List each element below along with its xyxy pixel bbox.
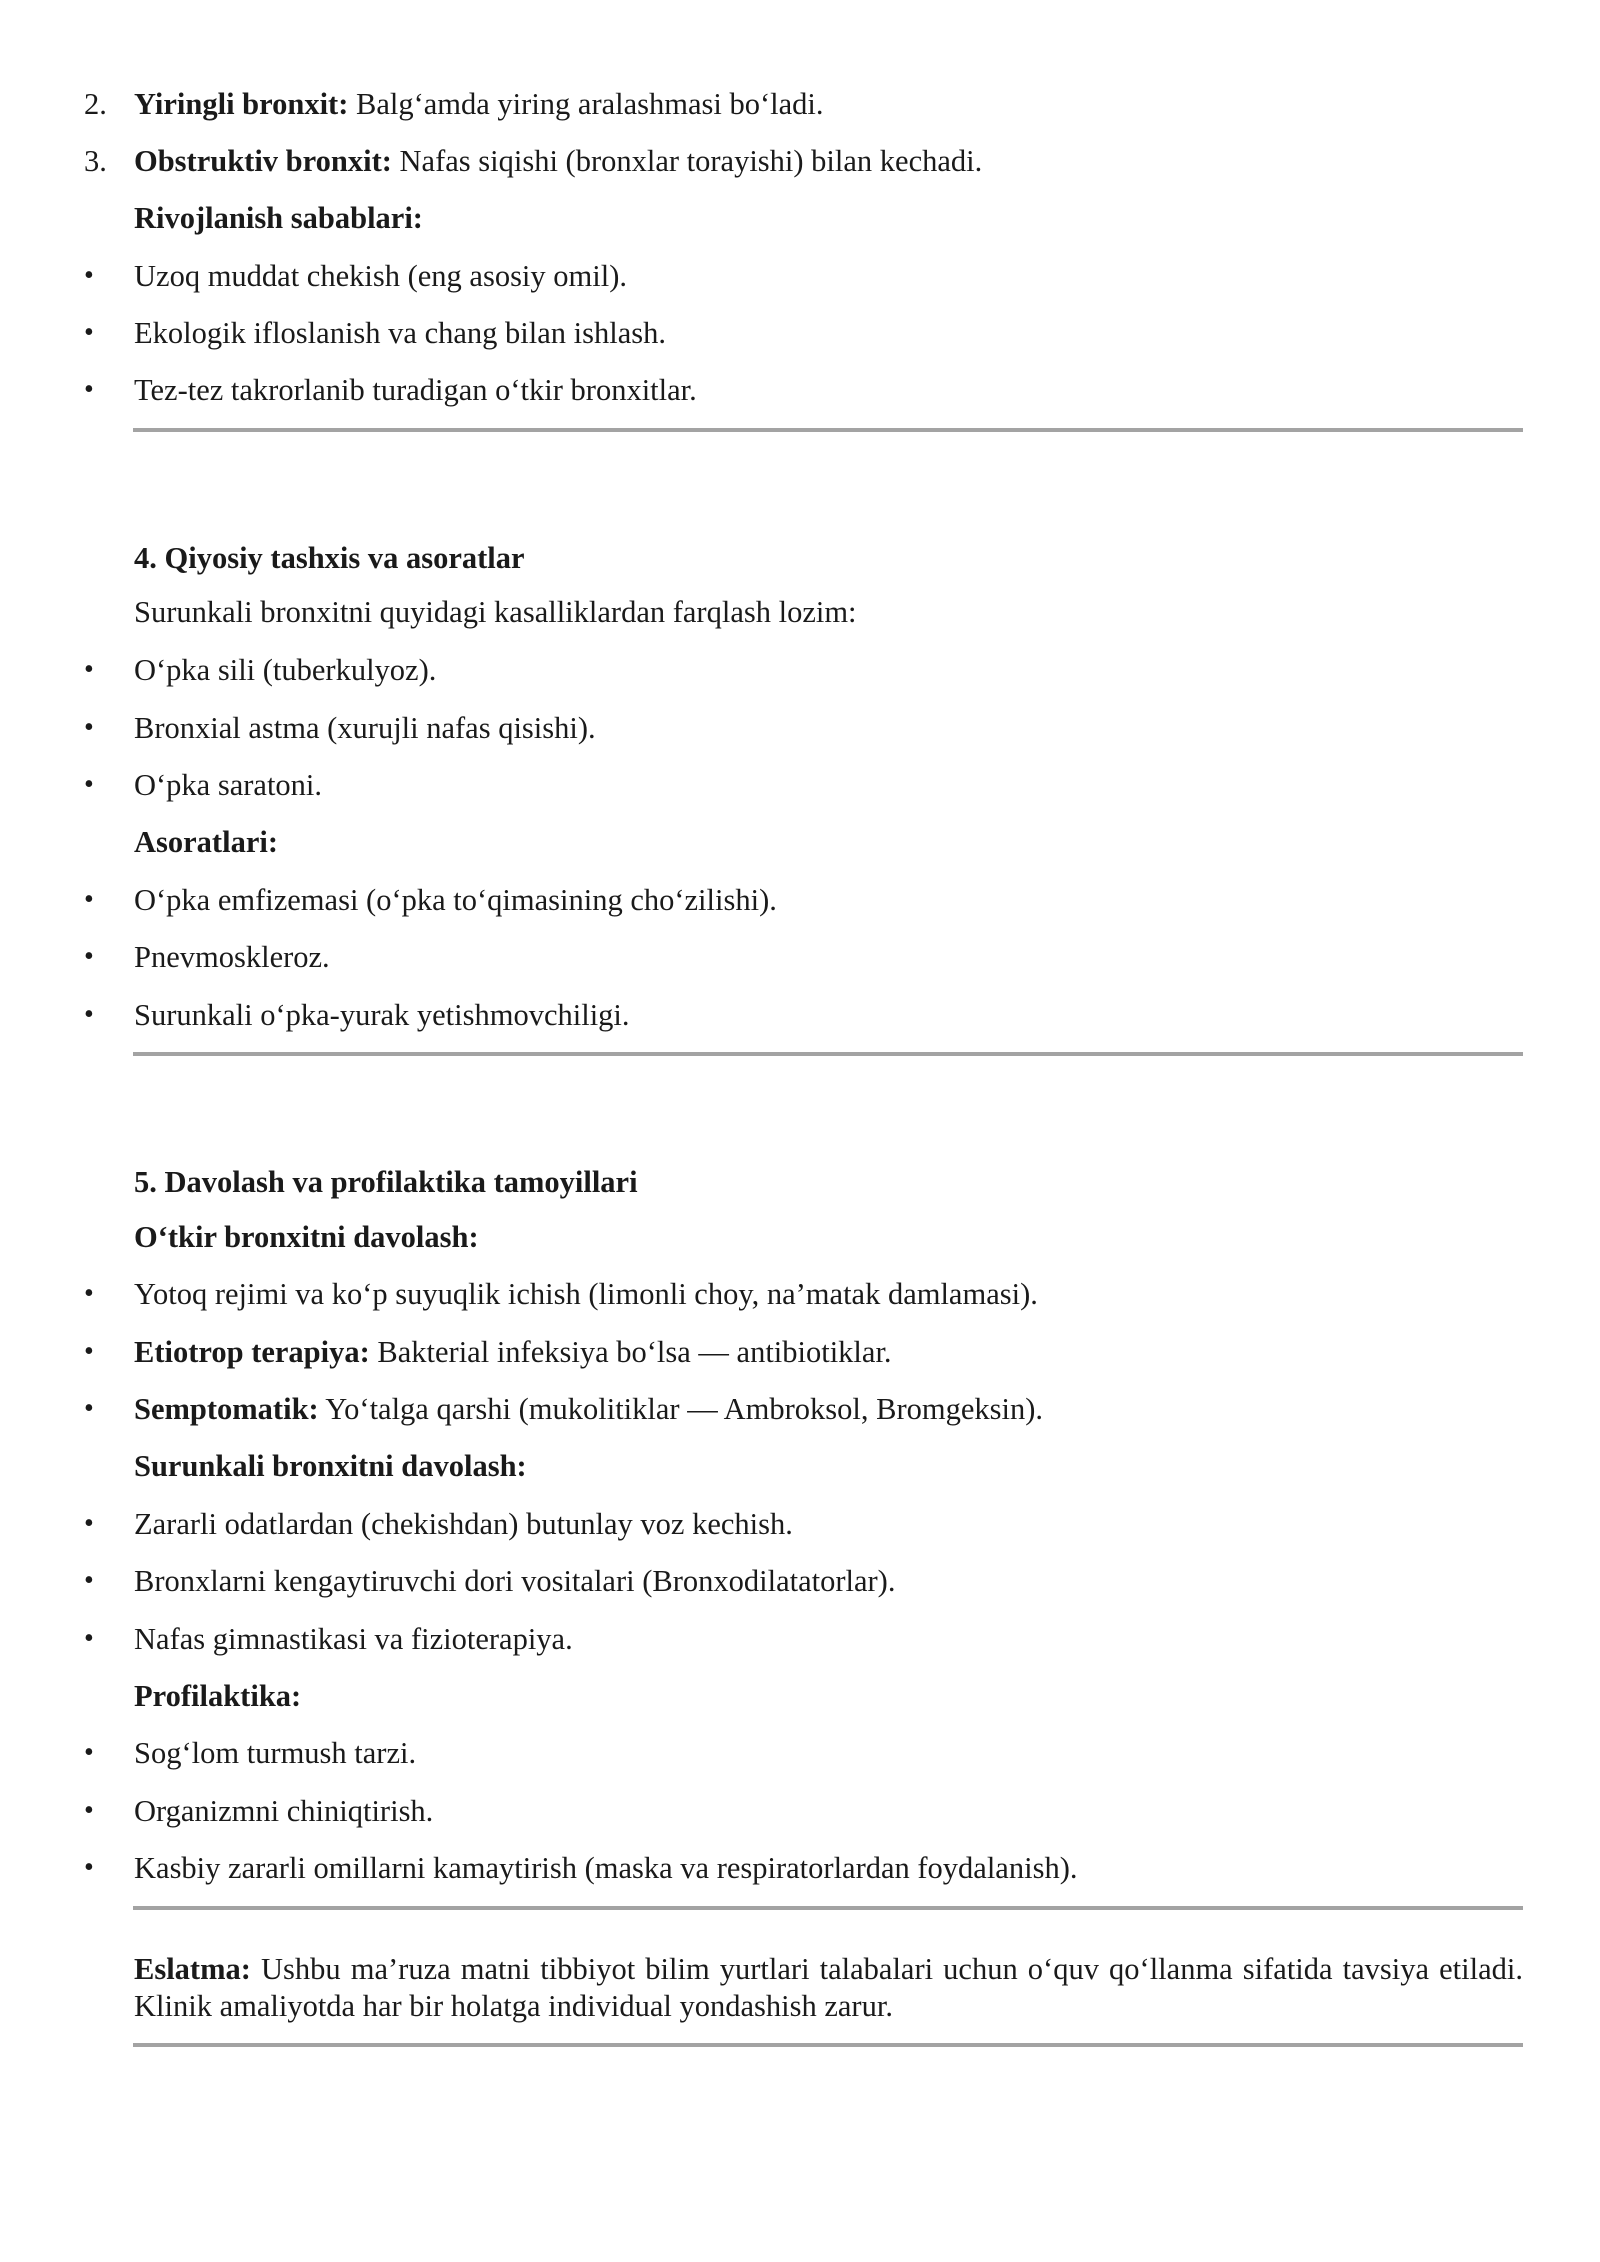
section-divider [133,1052,1523,1056]
bullet-icon: • [84,1852,94,1883]
item-text: Balg‘amda yiring aralashmasi bo‘ladi. [356,87,824,121]
bullet-icon: • [84,654,94,685]
note-divider [133,2043,1523,2047]
item-text: Bakterial infeksiya bo‘lsa — antibiotiklar. [377,1335,892,1369]
section-divider [133,1906,1523,1910]
bullet-icon: • [84,941,94,972]
item-term: Etiotrop terapiya: [134,1335,370,1369]
bullet-icon: • [84,712,94,743]
bullet-icon: • [84,884,94,915]
item-text: Nafas siqishi (bronxlar torayishi) bilan kechadi. [399,144,983,178]
bullet-icon: • [84,999,94,1030]
bullet-icon: • [84,1278,94,1309]
bullet-icon: • [84,1737,94,1768]
note-paragraph [134,1951,1523,2025]
note-text: Ushbu ma’ruza matni tibbiyot bilim yurtlari talabalari uchun o‘quv qo‘llanma sifatida tavsiya etiladi. Klinik amaliyotda har bir holatga individual yondashish zarur. [134,1952,1523,2023]
bullet-icon: • [84,1565,94,1596]
item-term: Semptomatik: [134,1392,319,1426]
bullet-icon: • [84,317,94,348]
item-text: Yo‘talga qarshi (mukolitiklar — Ambroksol, Bromgeksin). [325,1392,1044,1426]
item-term: Obstruktiv bronxit: [134,144,392,178]
item-number: 3. [84,144,107,178]
bullet-icon: • [84,1795,94,1826]
item-term: Yiringli bronxit: [134,87,349,121]
bullet-icon: • [84,1336,94,1367]
item-number: 2. [84,87,107,121]
section-divider [133,428,1523,432]
note-label: Eslatma: [134,1952,251,1986]
bullet-icon: • [84,769,94,800]
bullet-icon: • [84,1393,94,1424]
bullet-icon: • [84,1623,94,1654]
bullet-icon: • [84,1508,94,1539]
bullet-icon: • [84,260,94,291]
bullet-icon: • [84,374,94,405]
